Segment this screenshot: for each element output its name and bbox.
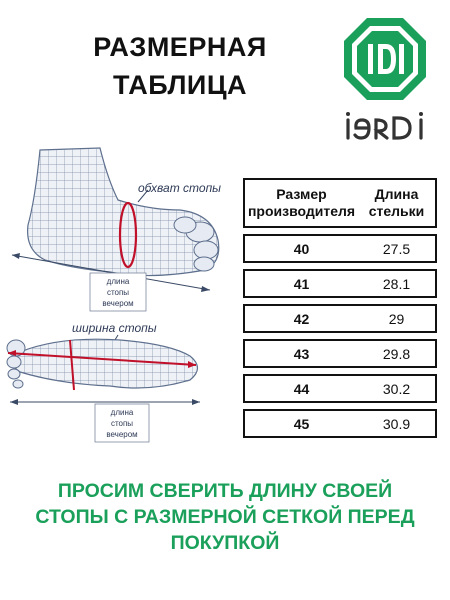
footer-line-2: СТОПЫ С РАЗМЕРНОЙ СЕТКОЙ ПЕРЕД — [35, 506, 415, 528]
column-header-length-line1: Длина — [374, 186, 419, 202]
brand-logo — [340, 14, 430, 144]
size-cell: 42 — [243, 304, 358, 333]
length-note-3-bottom: вечером — [106, 430, 138, 439]
table-row — [243, 409, 437, 438]
length-cell: 30.2 — [358, 374, 437, 403]
length-cell: 27.5 — [358, 234, 437, 263]
length-cell: 30.9 — [358, 409, 437, 438]
foot-sole-view — [7, 321, 200, 442]
size-cell: 43 — [243, 339, 358, 368]
title-line-2: ТАБЛИЦА — [112, 70, 248, 100]
size-cell: 45 — [243, 409, 358, 438]
length-note-3-top: вечером — [102, 299, 134, 308]
foot-measurement-illustration — [0, 140, 245, 450]
length-note-2-top: стопы — [106, 288, 130, 297]
page-title — [60, 28, 300, 104]
width-label: ширина стопы — [72, 321, 157, 335]
column-header-length-line2: стельки — [368, 203, 425, 219]
table-row — [243, 374, 437, 403]
footer-line-1: ПРОСИМ СВЕРИТЬ ДЛИНУ СВОЕЙ — [57, 480, 393, 502]
footer-line-3: ПОКУПКОЙ — [170, 532, 280, 554]
length-cell: 29 — [358, 304, 437, 333]
size-cell: 44 — [243, 374, 358, 403]
table-row — [243, 339, 437, 368]
length-note-1-top: длина — [106, 277, 130, 286]
girth-label: обхват стопы — [138, 181, 221, 195]
table-row — [243, 234, 437, 263]
length-cell: 28.1 — [358, 269, 437, 298]
length-note-1-bottom: длина — [110, 408, 134, 417]
column-header-size — [243, 178, 358, 228]
column-header-size-line2: производителя — [247, 203, 356, 219]
column-header-length — [358, 178, 437, 228]
size-cell: 40 — [243, 234, 358, 263]
brand-wordmark — [346, 112, 423, 138]
column-header-size-line1: Размер — [276, 186, 327, 202]
table-row — [243, 269, 437, 298]
size-table — [243, 172, 437, 444]
length-cell: 29.8 — [358, 339, 437, 368]
table-header-row — [243, 178, 437, 228]
footer-notice — [10, 478, 440, 556]
title-line-1: РАЗМЕРНАЯ — [93, 32, 267, 62]
size-cell: 41 — [243, 269, 358, 298]
brand-emblem-icon — [340, 14, 430, 144]
length-note-2-bottom: стопы — [110, 419, 134, 428]
foot-side-view — [12, 148, 221, 311]
table-row — [243, 304, 437, 333]
